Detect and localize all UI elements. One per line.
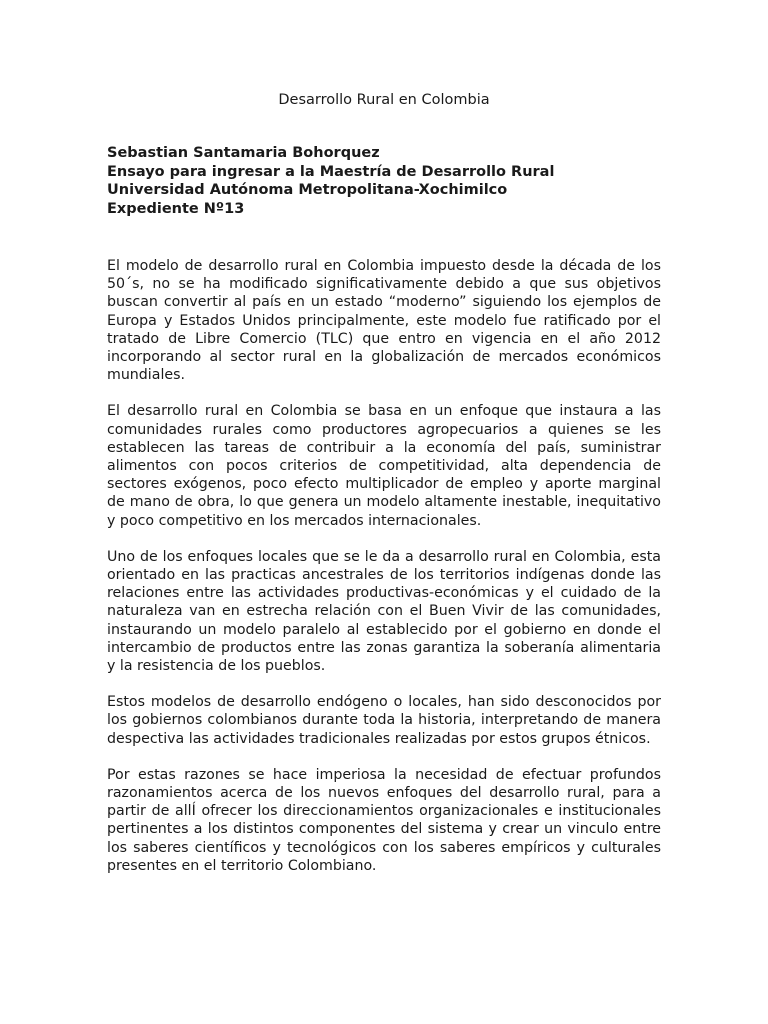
university-name: Universidad Autónoma Metropolitana-Xochimilco [107,182,508,198]
paragraph-1: El modelo de desarrollo rural en Colombia impuesto desde la década de los 50´s, no se ha modificado significativamente debido a que sus objetivos buscan convertir al país en un estado “moderno” siguiendo los ejemplos de Europa y Estados Unidos principalmente, este modelo fue ratificado por el tratado de Libre Comercio (TLC) que entro en vigencia en el año 2012 incorporando al sector rural en la globalización de mercados económicos mundiales. [107,258,661,384]
document-page [107,90,661,893]
file-number: Expediente Nº13 [107,200,245,217]
author-name: Sebastian Santamaria Bohorquez [107,145,380,161]
author-block [107,144,661,218]
document-title: Desarrollo Rural en Colombia [278,92,490,108]
paragraph-5: Por estas razones se hace imperiosa la necesidad de efectuar profundos razonamientos acerca de los nuevos enfoques del desarrollo rural, para a partir de allÍ ofrecer los direccionamientos organizacionales e institucionales pertinentes a los distintos componentes del sistema y crear un vinculo entre los saberes científicos y tecnológicos con los saberes empíricos y culturales presentes en el territorio Colombiano. [107,766,661,874]
paragraph-4: Estos modelos de desarrollo endógeno o locales, han sido desconocidos por los gobiernos colombianos durante toda la historia, interpretando de manera despectiva las actividades tradicionales realizadas por estos grupos étnicos. [107,694,661,747]
paragraph-3: Uno de los enfoques locales que se le da a desarrollo rural en Colombia, esta orientado en las practicas ancestrales de los territorios indígenas donde las relaciones entre las actividades productivas-económicas y el cuidado de la naturaleza van en estrecha relación con el Buen Vivir de las comunidades, instaurando un modelo paralelo al establecido por el gobierno en donde el intercambio de productos entre las zonas garantiza la soberanía alimentaria y la resistencia de los pueblos. [107,548,661,675]
essay-body [107,257,661,875]
paragraph-2: El desarrollo rural en Colombia se basa en un enfoque que instaura a las comunidades rurales como productores agropecuarios a quienes se les establecen las tareas de contribuir a la economía del país, suministrar alimentos con pocos criterios de competitividad, alta dependencia de sectores exógenos, poco efecto multiplicador de empleo y aporte marginal de mano de obra, lo que genera un modelo altamente inestable, inequitativo y poco competitivo en los mercados internacionales. [107,403,661,529]
essay-purpose: Ensayo para ingresar a la Maestría de Desarrollo Rural [107,163,555,180]
